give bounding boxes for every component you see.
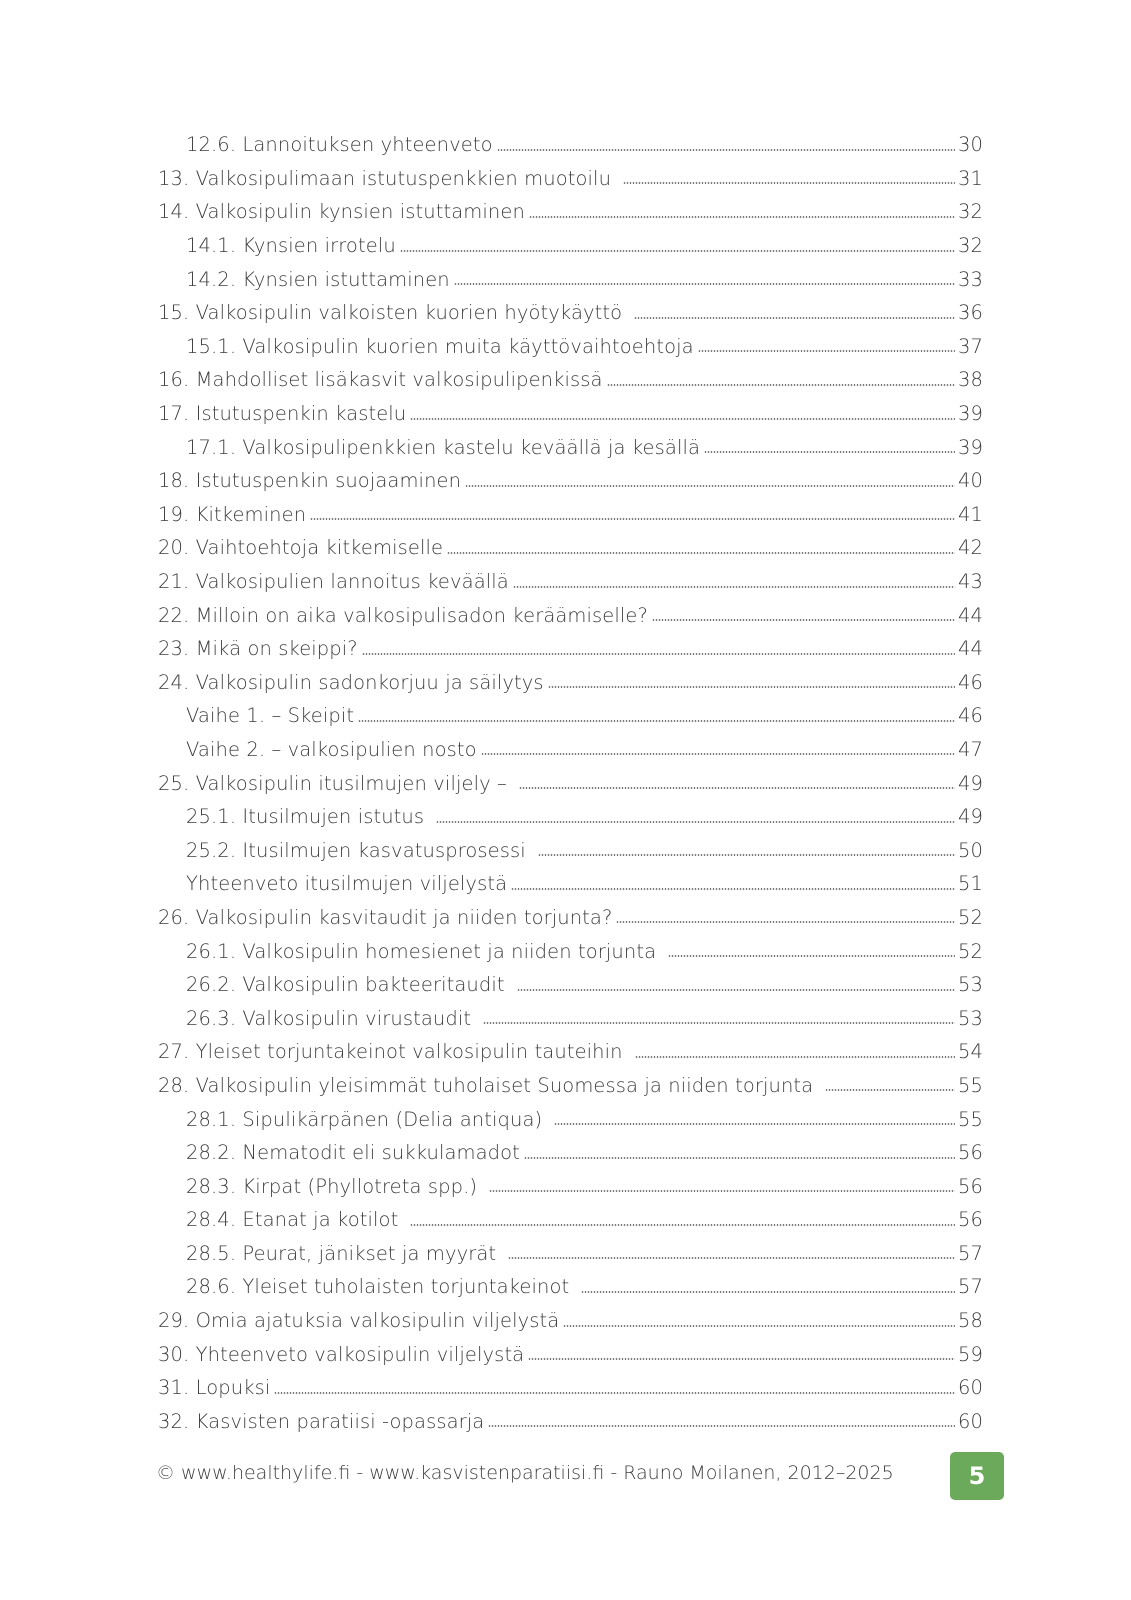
dot-leader [511,888,955,890]
toc-entry[interactable] [158,1001,983,1035]
toc-entry-title: 25.1. Itusilmujen istutus [186,805,425,829]
toc-entry-title: 28.4. Etanat ja kotilot [186,1208,399,1232]
page-number-badge: 5 [950,1452,1004,1500]
toc-entry[interactable] [158,1405,983,1439]
toc-entry-page: 43 [957,570,983,594]
toc-entry-title: 21. Valkosipulien lannoitus keväällä [158,570,509,594]
toc-entry-page: 38 [957,368,983,392]
toc-entry-title: 14.2. Kynsien istuttaminen [186,267,450,291]
toc-entry[interactable] [158,1035,983,1069]
toc-entry[interactable] [158,1169,983,1203]
toc-entry-page: 56 [957,1208,983,1232]
toc-entry[interactable] [158,968,983,1002]
toc-entry[interactable] [158,1203,983,1237]
dot-leader [529,216,955,218]
toc-entry-title: 16. Mahdolliset lisäkasvit valkosipulipenkissä [158,368,603,392]
toc-entry-page: 49 [957,771,983,795]
toc-entry[interactable] [158,565,983,599]
toc-entry-title: 15. Valkosipulin valkoisten kuorien hyötykäyttö [158,301,623,325]
toc-entry-title: 28. Valkosipulin yleisimmät tuholaiset Suomessa ja niiden torjunta [158,1073,814,1097]
toc-entry-page: 36 [957,301,983,325]
toc-entry-page: 52 [957,905,983,929]
dot-leader [410,1224,955,1226]
toc-entry[interactable] [158,128,983,162]
toc-entry-title: 31. Lopuksi [158,1376,271,1400]
dot-leader [483,1022,955,1024]
dot-leader [704,451,955,453]
toc-entry-page: 39 [957,435,983,459]
dot-leader [481,753,955,755]
toc-entry-title: 20. Vaihtoehtoja kitkemiselle [158,536,444,560]
toc-entry[interactable] [158,1371,983,1405]
toc-entry[interactable] [158,632,983,666]
toc-entry[interactable] [158,901,983,935]
toc-entry-page: 40 [957,469,983,493]
dot-leader [454,283,955,285]
toc-entry-title: 26.2. Valkosipulin bakteeritaudit [186,973,505,997]
toc-entry-title: Vaihe 1. – Skeipit [186,704,355,728]
toc-entry-page: 56 [957,1174,983,1198]
toc-entry[interactable] [158,666,983,700]
dot-leader [358,720,955,722]
toc-entry-title: 32. Kasvisten paratiisi -opassarja [158,1409,485,1433]
toc-entry[interactable] [158,531,983,565]
toc-entry-page: 57 [957,1275,983,1299]
table-of-contents [158,128,983,1438]
dot-leader [497,149,955,151]
toc-entry-page: 42 [957,536,983,560]
toc-entry-title: 29. Omia ajatuksia valkosipulin viljelystä [158,1309,560,1333]
dot-leader [581,1291,955,1293]
toc-entry[interactable] [158,833,983,867]
toc-entry-page: 31 [957,166,983,190]
toc-entry-title: 25. Valkosipulin itusilmujen viljely – [158,771,507,795]
toc-entry[interactable] [158,1102,983,1136]
dot-leader [517,989,955,991]
toc-entry-title: 19. Kitkeminen [158,502,307,526]
toc-entry-page: 53 [957,1006,983,1030]
toc-entry[interactable] [158,363,983,397]
dot-leader [635,1056,955,1058]
toc-entry[interactable] [158,1136,983,1170]
toc-entry-page: 57 [957,1241,983,1265]
dot-leader [274,1392,955,1394]
toc-entry-page: 47 [957,737,983,761]
toc-entry-title: 15.1. Valkosipulin kuorien muita käyttövaihtoehtoja [186,334,694,358]
toc-entry-title: 26.1. Valkosipulin homesienet ja niiden torjunta [186,939,657,963]
dot-leader [310,518,955,520]
toc-entry-page: 32 [957,200,983,224]
toc-entry[interactable] [158,1270,983,1304]
toc-entry-title: Vaihe 2. – valkosipulien nosto [186,737,477,761]
toc-entry-title: 12.6. Lannoituksen yhteenveto [186,133,493,157]
dot-leader [554,1123,955,1125]
dot-leader [447,552,955,554]
toc-entry-page: 30 [957,133,983,157]
toc-entry-page: 46 [957,670,983,694]
toc-entry[interactable] [158,934,983,968]
toc-entry-page: 32 [957,234,983,258]
toc-entry[interactable] [158,229,983,263]
toc-entry[interactable] [158,598,983,632]
dot-leader [519,787,955,789]
toc-entry-title: 22. Milloin on aika valkosipulisadon keräämiselle? [158,603,648,627]
toc-entry-page: 39 [957,402,983,426]
footer-copyright: © www.healthylife.fi - www.kasvistenparatiisi.fi - Rauno Moilanen, 2012–2025 [156,1462,894,1484]
dot-leader [465,485,955,487]
toc-entry-title: 24. Valkosipulin sadonkorjuu ja säilytys [158,670,544,694]
toc-entry-title: 28.5. Peurat, jänikset ja myyrät [186,1241,497,1265]
toc-entry-title: 14.1. Kynsien irrotelu [186,234,396,258]
toc-entry-page: 51 [957,872,983,896]
dot-leader [488,1425,955,1427]
toc-entry-page: 54 [957,1040,983,1064]
dot-leader [400,250,955,252]
dot-leader [623,182,955,184]
toc-entry-title: 28.6. Yleiset tuholaisten torjuntakeinot [186,1275,570,1299]
toc-entry-title: 26.3. Valkosipulin virustaudit [186,1006,472,1030]
toc-entry-title: 30. Yhteenveto valkosipulin viljelystä [158,1342,525,1366]
toc-entry[interactable] [158,800,983,834]
toc-entry-title: Yhteenveto itusilmujen viljelystä [186,872,508,896]
toc-entry-page: 60 [957,1376,983,1400]
toc-entry-title: 25.2. Itusilmujen kasvatusprosessi [186,838,526,862]
dot-leader [607,384,955,386]
dot-leader [698,350,955,352]
toc-entry-page: 58 [957,1309,983,1333]
dot-leader [825,1089,955,1091]
dot-leader [489,1190,955,1192]
dot-leader [508,1257,955,1259]
toc-entry[interactable] [158,162,983,196]
toc-entry-page: 60 [957,1409,983,1433]
toc-entry-title: 26. Valkosipulin kasvitaudit ja niiden torjunta? [158,905,613,929]
dot-leader [548,686,955,688]
toc-entry-title: 28.3. Kirpat (Phyllotreta spp.) [186,1174,478,1198]
toc-entry[interactable] [158,430,983,464]
toc-entry[interactable] [158,296,983,330]
toc-entry-page: 33 [957,267,983,291]
toc-entry-page: 55 [957,1107,983,1131]
dot-leader [528,1358,955,1360]
toc-entry[interactable] [158,867,983,901]
dot-leader [668,955,955,957]
toc-entry-title: 28.2. Nematodit eli sukkulamadot [186,1141,520,1165]
toc-entry[interactable] [158,262,983,296]
toc-entry-title: 17.1. Valkosipulipenkkien kastelu keväällä ja kesällä [186,435,701,459]
toc-entry-page: 53 [957,973,983,997]
dot-leader [652,619,955,621]
toc-entry[interactable] [158,498,983,532]
toc-entry-title: 17. Istutuspenkin kastelu [158,402,407,426]
toc-entry[interactable] [158,766,983,800]
toc-entry-title: 28.1. Sipulikärpänen (Delia antiqua) [186,1107,543,1131]
toc-entry-page: 41 [957,502,983,526]
toc-entry[interactable] [158,464,983,498]
dot-leader [362,653,955,655]
toc-entry[interactable] [158,330,983,364]
toc-entry-page: 44 [957,637,983,661]
toc-entry[interactable] [158,1304,983,1338]
toc-entry[interactable] [158,1237,983,1271]
toc-entry[interactable] [158,1069,983,1103]
dot-leader [563,1325,955,1327]
dot-leader [616,921,955,923]
toc-entry-page: 44 [957,603,983,627]
toc-entry-page: 52 [957,939,983,963]
dot-leader [436,821,955,823]
toc-entry[interactable] [158,195,983,229]
toc-entry[interactable] [158,733,983,767]
toc-entry-page: 50 [957,838,983,862]
toc-entry-title: 27. Yleiset torjuntakeinot valkosipulin tauteihin [158,1040,623,1064]
dot-leader [524,1157,955,1159]
toc-entry-page: 37 [957,334,983,358]
toc-entry-title: 13. Valkosipulimaan istutuspenkkien muotoilu [158,166,612,190]
toc-entry-title: 23. Mikä on skeippi? [158,637,358,661]
toc-entry[interactable] [158,1337,983,1371]
toc-entry-page: 56 [957,1141,983,1165]
toc-entry-page: 46 [957,704,983,728]
toc-entry-page: 55 [957,1073,983,1097]
dot-leader [538,854,955,856]
toc-entry-title: 18. Istutuspenkin suojaaminen [158,469,462,493]
dot-leader [634,317,955,319]
toc-entry-title: 14. Valkosipulin kynsien istuttaminen [158,200,525,224]
toc-entry[interactable] [158,397,983,431]
toc-entry-page: 49 [957,805,983,829]
dot-leader [410,418,955,420]
toc-entry-page: 59 [957,1342,983,1366]
toc-entry[interactable] [158,699,983,733]
dot-leader [513,586,955,588]
